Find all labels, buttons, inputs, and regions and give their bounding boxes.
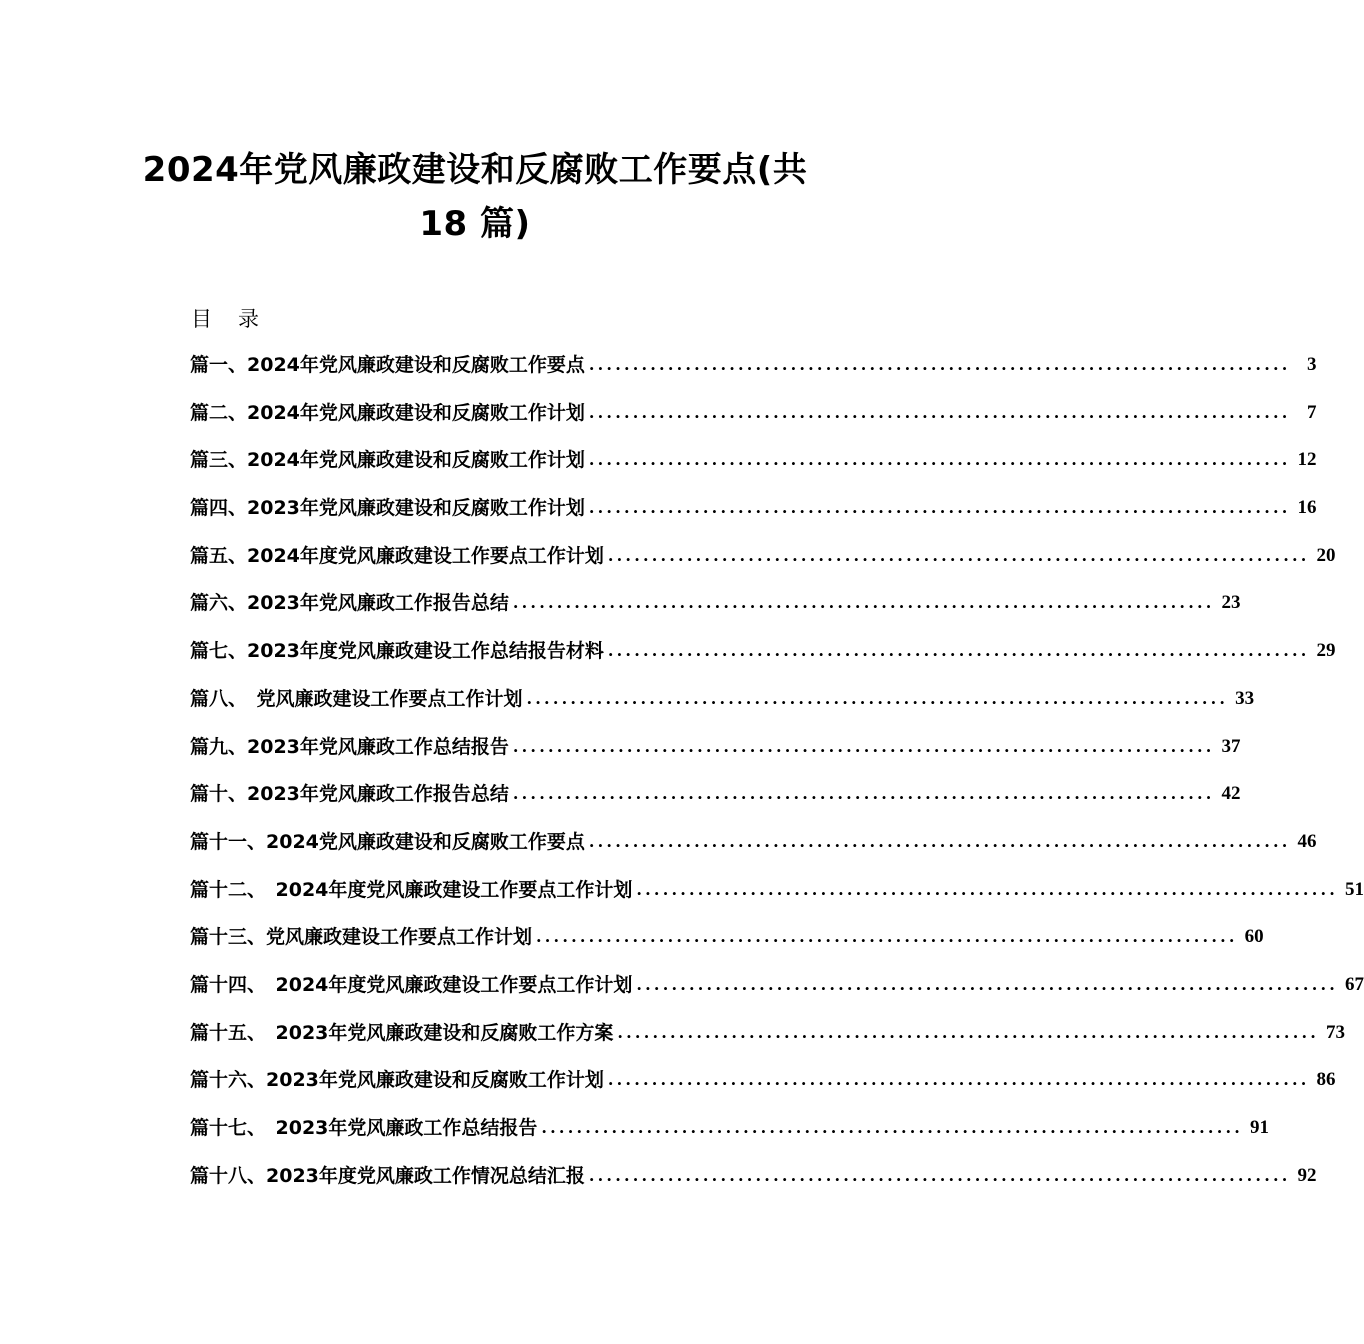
toc-entry-page-number: 16 xyxy=(1297,497,1317,519)
toc-entry-leader-dots: ................................................................................ xyxy=(607,545,1310,565)
toc-entry-label: 篇十三、党风廉政建设工作要点工作计划 xyxy=(190,926,533,949)
table-of-contents xyxy=(190,350,1364,1208)
toc-entry[interactable] xyxy=(190,1113,1270,1161)
toc-entry-page-number: 42 xyxy=(1221,783,1241,805)
toc-entry-label: 篇八、 党风廉政建设工作要点工作计划 xyxy=(190,687,523,710)
toc-entry-label: 篇一、2024年党风廉政建设和反腐败工作要点 xyxy=(190,354,585,376)
toc-entry[interactable] xyxy=(190,398,1317,446)
toc-entry-label: 篇三、2024年党风廉政建设和反腐败工作计划 xyxy=(190,449,585,472)
toc-entry-label: 篇十六、2023年党风廉政建设和反腐败工作计划 xyxy=(190,1069,604,1092)
toc-entry[interactable] xyxy=(190,636,1336,684)
toc-entry-leader-dots: ................................................................................ xyxy=(588,498,1291,518)
toc-entry-label: 篇五、2024年度党风廉政建设工作要点工作计划 xyxy=(190,544,604,567)
toc-entry-label: 篇十二、 2024年度党风廉政建设工作要点工作计划 xyxy=(190,878,633,901)
toc-entry[interactable] xyxy=(190,493,1317,541)
toc-entry-leader-dots: ................................................................................ xyxy=(636,879,1339,899)
toc-entry-leader-dots: ................................................................................ xyxy=(588,831,1291,851)
toc-entry[interactable] xyxy=(190,922,1264,970)
toc-entry-label: 篇十、2023年党风廉政工作报告总结 xyxy=(190,783,509,806)
toc-entry-page-number: 67 xyxy=(1345,973,1364,995)
toc-entry-page-number: 92 xyxy=(1297,1164,1317,1186)
toc-entry-leader-dots: ................................................................................ xyxy=(588,450,1291,470)
toc-entry-page-number: 60 xyxy=(1244,926,1264,948)
toc-entry-page-number: 91 xyxy=(1250,1117,1270,1138)
toc-entry[interactable] xyxy=(190,684,1255,732)
toc-entry-page-number: 46 xyxy=(1297,830,1317,852)
toc-entry[interactable] xyxy=(190,350,1317,398)
toc-entry-page-number: 12 xyxy=(1297,449,1317,471)
toc-entry-label: 篇七、2023年度党风廉政建设工作总结报告材料 xyxy=(190,640,604,663)
toc-entry-leader-dots: ................................................................................ xyxy=(536,927,1238,947)
toc-entry-page-number: 23 xyxy=(1221,592,1241,614)
toc-entry[interactable] xyxy=(190,1065,1336,1113)
toc-entry-leader-dots: ................................................................................ xyxy=(512,736,1215,756)
toc-entry-label: 篇十五、 2023年党风廉政建设和反腐败工作方案 xyxy=(190,1021,614,1044)
toc-entry-page-number: 33 xyxy=(1235,687,1255,709)
toc-entry-leader-dots: ................................................................................ xyxy=(588,1165,1291,1185)
toc-entry-leader-dots: ................................................................................ xyxy=(588,402,1291,422)
toc-entry[interactable] xyxy=(190,445,1317,493)
toc-entry-page-number: 51 xyxy=(1345,878,1364,900)
toc-entry-label: 篇十八、2023年度党风廉政工作情况总结汇报 xyxy=(190,1164,585,1187)
document-title-line-2: 18 篇) xyxy=(419,204,531,244)
toc-entry-label: 篇十一、2024党风廉政建设和反腐败工作要点 xyxy=(190,830,585,853)
toc-entry[interactable] xyxy=(190,588,1241,636)
toc-entry-page-number: 86 xyxy=(1316,1069,1336,1091)
toc-entry-label: 篇二、2024年党风廉政建设和反腐败工作计划 xyxy=(190,401,585,424)
toc-entry-leader-dots: ................................................................................ xyxy=(617,1022,1320,1042)
toc-entry-label: 篇九、2023年党风廉政工作总结报告 xyxy=(190,735,509,758)
toc-entry[interactable] xyxy=(190,827,1317,875)
toc-entry-leader-dots: ................................................................................ xyxy=(526,688,1229,708)
toc-entry-page-number: 3 xyxy=(1307,354,1317,375)
toc-heading: 目录 xyxy=(191,307,285,331)
toc-entry[interactable] xyxy=(190,732,1241,780)
toc-entry-label: 篇四、2023年党风廉政建设和反腐败工作计划 xyxy=(190,497,585,520)
toc-entry-page-number: 20 xyxy=(1316,544,1336,566)
toc-entry-label: 篇十四、 2024年度党风廉政建设工作要点工作计划 xyxy=(190,973,633,996)
toc-entry[interactable] xyxy=(190,1018,1346,1066)
toc-entry-label: 篇六、2023年党风廉政工作报告总结 xyxy=(190,592,509,615)
toc-entry-page-number: 29 xyxy=(1316,640,1336,662)
toc-entry-leader-dots: ................................................................................ xyxy=(512,593,1215,613)
toc-entry[interactable] xyxy=(190,970,1364,1018)
toc-entry-leader-dots: ................................................................................ xyxy=(636,974,1339,994)
toc-entry[interactable] xyxy=(190,779,1241,827)
toc-entry-label: 篇十七、 2023年党风廉政工作总结报告 xyxy=(190,1117,538,1139)
toc-entry[interactable] xyxy=(190,1161,1317,1209)
toc-entry-leader-dots: ................................................................................ xyxy=(607,1070,1310,1090)
toc-entry-page-number: 37 xyxy=(1221,735,1241,757)
toc-entry-page-number: 73 xyxy=(1326,1021,1346,1043)
toc-entry-leader-dots: ................................................................................ xyxy=(541,1118,1244,1137)
toc-entry[interactable] xyxy=(190,875,1364,923)
toc-entry-leader-dots: ................................................................................ xyxy=(588,355,1291,374)
toc-entry-page-number: 7 xyxy=(1307,401,1317,423)
toc-entry[interactable] xyxy=(190,541,1336,589)
toc-entry-leader-dots: ................................................................................ xyxy=(607,641,1310,661)
toc-entry-leader-dots: ................................................................................ xyxy=(512,784,1215,804)
document-title-line-1: 2024年党风廉政建设和反腐败工作要点(共 xyxy=(142,150,808,190)
